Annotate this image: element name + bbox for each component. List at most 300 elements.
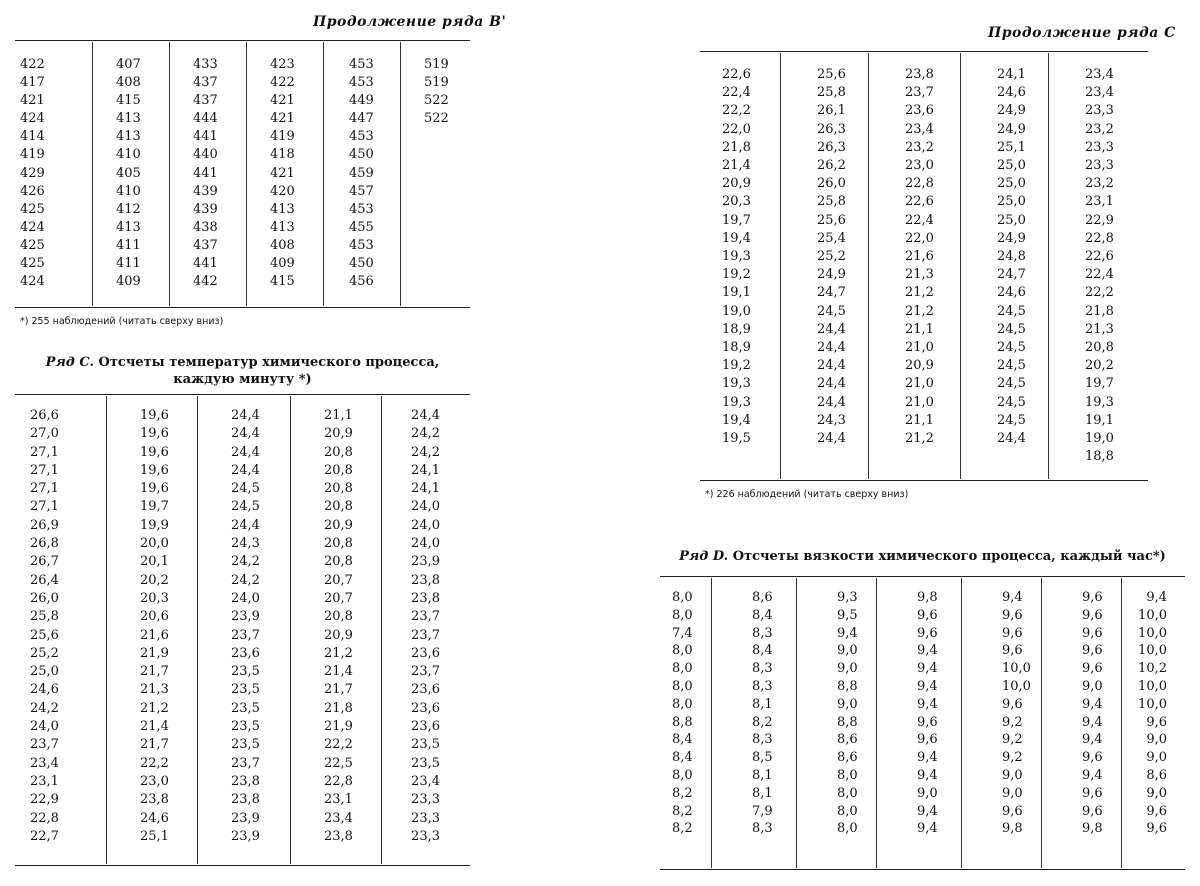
table-cell: 9,3 [837,590,858,605]
table-cell: 22,7 [30,828,59,844]
table-cell: 23,5 [231,719,260,735]
table-cell: 413 [270,219,295,235]
row-d-table [660,578,1185,868]
table-cell: 9,4 [1082,732,1103,748]
table-cell: 21,8 [324,700,353,716]
rowB-column-1 [15,42,92,306]
table-cell: 23,5 [231,682,260,698]
table-cell: 419 [20,147,45,163]
table-cell: 24,4 [817,431,846,447]
row-c2-bottom-rule [700,480,1148,481]
table-cell: 25,0 [997,176,1026,192]
rowB-column-2 [92,42,169,306]
table-cell: 23,8 [411,572,440,588]
rowC2-column-3 [868,53,960,479]
table-cell: 23,0 [905,158,934,174]
table-cell: 24,9 [997,121,1026,137]
table-cell: 24,5 [231,499,260,515]
table-cell: 22,4 [905,212,934,228]
table-cell: 24,1 [411,481,440,497]
table-cell: 9,6 [1082,785,1103,801]
table-cell: 424 [20,274,45,290]
table-cell: 21,4 [722,158,751,174]
rowB-column-5 [323,42,400,306]
table-cell: 447 [349,111,374,127]
rowC-column-3 [197,396,290,864]
table-cell: 522 [424,93,449,109]
table-cell: 25,6 [817,67,846,82]
table-cell: 25,2 [30,645,59,661]
table-cell: 8,2 [672,785,693,801]
table-cell: 21,3 [905,267,934,283]
table-cell: 24,4 [817,394,846,410]
table-cell: 23,2 [905,139,934,155]
rowC-column-4 [290,396,381,864]
table-cell: 413 [116,129,141,145]
table-cell: 24,6 [140,810,169,826]
table-cell: 8,6 [837,732,858,748]
table-cell: 24,5 [231,481,260,497]
table-cell: 24,9 [997,230,1026,246]
table-cell: 449 [349,93,374,109]
table-cell: 9,8 [1082,821,1103,837]
table-cell: 23,6 [411,700,440,716]
table-cell: 20,9 [324,627,353,643]
table-cell: 19,1 [1085,412,1114,428]
table-cell: 23,1 [1085,194,1114,210]
table-cell: 23,7 [30,737,59,753]
rowD-column-7 [1121,578,1185,868]
row-c-title-series: Ряд C. [45,355,95,370]
table-cell: 8,2 [672,803,693,819]
table-cell: 20,8 [324,536,353,552]
table-cell: 8,1 [752,785,773,801]
table-cell: 19,5 [722,431,751,447]
table-cell: 20,9 [324,517,353,533]
table-cell: 22,8 [1085,230,1114,246]
table-cell: 8,5 [752,750,773,766]
table-cell: 9,0 [1146,785,1167,801]
table-cell: 9,6 [1002,607,1023,623]
table-cell: 23,6 [231,645,260,661]
table-cell: 19,6 [140,481,169,497]
table-cell: 8,2 [672,821,693,837]
table-cell: 20,8 [324,462,353,478]
table-cell: 425 [20,237,45,253]
table-cell: 22,2 [324,737,353,753]
table-cell: 22,6 [722,67,751,82]
table-cell: 8,6 [752,590,773,605]
table-cell: 19,2 [722,267,751,283]
table-cell: 21,7 [324,682,353,698]
table-cell: 433 [193,57,218,72]
rowC-column-1 [15,396,106,864]
table-cell: 9,6 [1146,714,1167,730]
table-cell: 453 [349,129,374,145]
table-cell: 425 [20,201,45,217]
table-cell: 24,8 [997,249,1026,265]
table-cell: 25,8 [30,609,59,625]
row-c-top-rule [15,394,470,395]
table-cell: 8,0 [672,678,693,694]
table-cell: 24,5 [997,340,1026,356]
rowD-column-6 [1041,578,1121,868]
table-cell: 24,9 [997,103,1026,119]
table-cell: 24,4 [411,408,440,423]
table-cell: 9,4 [1082,767,1103,783]
table-cell: 437 [193,237,218,253]
table-cell: 21,0 [905,340,934,356]
table-cell: 8,0 [837,821,858,837]
table-cell: 25,1 [997,139,1026,155]
table-cell: 23,7 [905,85,934,101]
table-cell: 9,0 [837,661,858,677]
table-cell: 25,2 [817,249,846,265]
row-d-title [660,548,1185,565]
table-cell: 21,2 [905,303,934,319]
table-cell: 408 [116,75,141,91]
table-cell: 9,0 [1002,785,1023,801]
table-cell: 9,4 [917,803,938,819]
table-cell: 9,0 [837,643,858,659]
table-cell: 21,7 [140,664,169,680]
table-cell: 26,8 [30,536,59,552]
rowD-column-5 [961,578,1041,868]
table-cell: 9,6 [1002,625,1023,641]
table-cell: 24,5 [997,358,1026,374]
table-cell: 24,0 [411,517,440,533]
table-cell: 439 [193,201,218,217]
table-cell: 8,2 [752,714,773,730]
table-cell: 23,4 [905,121,934,137]
table-cell: 23,9 [231,810,260,826]
row-b-bottom-rule [15,307,470,308]
table-cell: 21,4 [324,664,353,680]
table-cell: 9,6 [1082,607,1103,623]
table-cell: 9,0 [1146,732,1167,748]
table-cell: 21,2 [905,285,934,301]
table-cell: 8,8 [672,714,693,730]
table-cell: 9,0 [1146,750,1167,766]
row-d-bottom-rule [660,869,1185,870]
table-cell: 8,0 [837,767,858,783]
row-d-title-text: Отсчеты вязкости химического процесса, каждый час*) [728,549,1166,564]
row-c-continuation-footnote: *) 226 наблюдений (читать сверху вниз) [705,489,909,500]
table-cell: 24,2 [30,700,59,716]
table-cell: 27,1 [30,462,59,478]
table-cell: 25,6 [817,212,846,228]
rowD-column-3 [796,578,876,868]
table-cell: 411 [116,237,141,253]
table-cell: 442 [193,274,218,290]
table-cell: 8,1 [752,767,773,783]
table-cell: 23,4 [1085,67,1114,82]
table-cell: 9,4 [917,661,938,677]
table-cell: 8,3 [752,625,773,641]
table-cell: 450 [349,256,374,272]
table-cell: 22,0 [722,121,751,137]
table-cell: 19,6 [140,426,169,442]
table-cell: 23,8 [140,792,169,808]
table-cell: 409 [116,274,141,290]
table-cell: 440 [193,147,218,163]
table-cell: 20,0 [140,536,169,552]
table-cell: 23,7 [231,627,260,643]
table-cell: 9,8 [1002,821,1023,837]
table-cell: 26,9 [30,517,59,533]
table-cell: 9,6 [1146,803,1167,819]
table-cell: 8,6 [1146,767,1167,783]
table-cell: 24,4 [231,517,260,533]
table-cell: 8,3 [752,732,773,748]
table-cell: 8,4 [672,732,693,748]
table-cell: 24,5 [817,303,846,319]
table-cell: 24,0 [30,719,59,735]
table-cell: 9,5 [837,607,858,623]
table-cell: 24,4 [231,426,260,442]
table-cell: 21,1 [324,408,353,423]
table-cell: 9,0 [917,785,938,801]
rowB-column-6 [400,42,470,306]
table-cell: 23,3 [1085,139,1114,155]
row-b-footnote: *) 255 наблюдений (читать сверху вниз) [20,316,224,327]
table-cell: 9,4 [1082,714,1103,730]
table-cell: 24,4 [231,408,260,423]
row-c2-top-rule [700,51,1148,52]
table-cell: 424 [20,111,45,127]
table-cell: 8,0 [837,803,858,819]
table-cell: 24,0 [231,590,260,606]
table-cell: 453 [349,57,374,72]
table-cell: 9,6 [1082,750,1103,766]
table-cell: 425 [20,256,45,272]
table-cell: 409 [270,256,295,272]
table-cell: 23,4 [30,755,59,771]
rowD-column-2 [711,578,796,868]
table-cell: 24,2 [411,444,440,460]
table-cell: 20,7 [324,572,353,588]
table-cell: 426 [20,183,45,199]
table-cell: 9,8 [917,590,938,605]
table-cell: 20,3 [140,590,169,606]
table-cell: 407 [116,57,141,72]
table-cell: 429 [20,165,45,181]
table-cell: 421 [270,111,295,127]
rowC-column-5 [381,396,470,864]
table-cell: 20,9 [324,426,353,442]
table-cell: 9,0 [1082,678,1103,694]
table-cell: 24,4 [817,376,846,392]
table-cell: 23,1 [30,773,59,789]
table-cell: 10,0 [1002,678,1031,694]
rowD-column-1 [660,578,711,868]
table-cell: 20,8 [324,609,353,625]
table-cell: 7,9 [752,803,773,819]
table-cell: 24,7 [817,285,846,301]
table-cell: 8,0 [672,661,693,677]
table-cell: 415 [270,274,295,290]
table-cell: 459 [349,165,374,181]
table-cell: 24,6 [997,285,1026,301]
table-cell: 23,4 [1085,85,1114,101]
table-cell: 27,0 [30,426,59,442]
table-cell: 10,0 [1138,696,1167,712]
table-cell: 19,7 [722,212,751,228]
table-cell: 23,7 [411,664,440,680]
table-cell: 453 [349,201,374,217]
table-cell: 9,6 [1082,803,1103,819]
row-c-title [15,354,470,388]
table-cell: 9,6 [1002,643,1023,659]
table-cell: 20,9 [722,176,751,192]
table-cell: 9,6 [1082,625,1103,641]
row-b-top-rule [15,40,470,41]
table-cell: 19,0 [1085,431,1114,447]
table-cell: 23,7 [231,755,260,771]
table-cell: 21,3 [1085,321,1114,337]
table-cell: 21,8 [1085,303,1114,319]
table-cell: 450 [349,147,374,163]
table-cell: 18,8 [1085,449,1114,465]
table-cell: 20,3 [722,194,751,210]
rowC2-column-1 [700,53,780,479]
table-cell: 23,8 [905,67,934,82]
table-cell: 23,6 [411,645,440,661]
table-cell: 21,6 [905,249,934,265]
table-cell: 21,2 [324,645,353,661]
table-cell: 25,8 [817,85,846,101]
table-cell: 8,0 [672,696,693,712]
table-cell: 410 [116,147,141,163]
table-cell: 20,8 [324,481,353,497]
table-cell: 20,8 [324,444,353,460]
table-cell: 9,6 [917,607,938,623]
table-cell: 24,6 [997,85,1026,101]
table-cell: 25,4 [817,230,846,246]
table-cell: 24,1 [997,67,1026,82]
row-c-continuation-table [700,53,1148,479]
rowC-column-2 [106,396,197,864]
table-cell: 19,6 [140,408,169,423]
table-cell: 24,4 [817,340,846,356]
table-cell: 9,0 [1002,767,1023,783]
table-cell: 23,2 [1085,121,1114,137]
table-cell: 24,4 [817,358,846,374]
table-cell: 20,7 [324,590,353,606]
table-cell: 19,2 [722,358,751,374]
table-cell: 423 [270,57,295,72]
table-cell: 22,2 [1085,285,1114,301]
table-cell: 24,5 [997,303,1026,319]
table-cell: 23,4 [411,773,440,789]
table-cell: 24,2 [411,426,440,442]
table-cell: 438 [193,219,218,235]
row-c-title-line2: каждую минуту *) [173,372,312,387]
table-cell: 9,4 [1146,590,1167,605]
table-cell: 23,5 [411,755,440,771]
table-cell: 9,2 [1002,714,1023,730]
table-cell: 24,7 [997,267,1026,283]
table-cell: 19,6 [140,444,169,460]
table-cell: 24,4 [231,444,260,460]
rowB-column-3 [169,42,246,306]
table-cell: 21,0 [905,394,934,410]
row-b-table [15,42,470,306]
table-cell: 27,1 [30,444,59,460]
table-cell: 21,0 [905,376,934,392]
table-cell: 24,4 [817,321,846,337]
table-cell: 20,2 [140,572,169,588]
table-cell: 24,2 [231,572,260,588]
row-b-continuation-header: Продолжение ряда B' [313,14,507,30]
table-cell: 457 [349,183,374,199]
table-cell: 21,1 [905,321,934,337]
table-cell: 421 [20,93,45,109]
table-cell: 23,3 [411,828,440,844]
table-cell: 9,2 [1002,750,1023,766]
row-c-table [15,396,470,864]
table-cell: 21,1 [905,412,934,428]
table-cell: 8,3 [752,678,773,694]
table-cell: 441 [193,165,218,181]
table-cell: 24,1 [411,462,440,478]
table-cell: 417 [20,75,45,91]
table-cell: 412 [116,201,141,217]
table-cell: 415 [116,93,141,109]
table-cell: 8,8 [837,714,858,730]
table-cell: 8,1 [752,696,773,712]
table-cell: 25,0 [997,212,1026,228]
table-cell: 9,4 [917,643,938,659]
table-cell: 24,4 [231,462,260,478]
table-cell: 453 [349,75,374,91]
table-cell: 9,0 [837,696,858,712]
table-cell: 19,3 [722,249,751,265]
table-cell: 23,3 [1085,158,1114,174]
table-cell: 21,2 [905,431,934,447]
table-cell: 23,4 [324,810,353,826]
table-cell: 19,7 [1085,376,1114,392]
rowB-column-4 [246,42,323,306]
table-cell: 7,4 [672,625,693,641]
rowD-column-4 [876,578,961,868]
table-cell: 421 [270,165,295,181]
table-cell: 23,6 [411,719,440,735]
table-cell: 519 [424,75,449,91]
table-cell: 26,3 [817,121,846,137]
rowC2-column-4 [960,53,1048,479]
table-cell: 23,2 [1085,176,1114,192]
table-cell: 22,9 [30,792,59,808]
table-cell: 9,6 [1082,590,1103,605]
table-cell: 9,4 [917,821,938,837]
table-cell: 24,5 [997,321,1026,337]
table-cell: 19,3 [722,376,751,392]
table-cell: 444 [193,111,218,127]
table-cell: 9,6 [1146,821,1167,837]
table-cell: 9,4 [917,678,938,694]
table-cell: 20,8 [324,499,353,515]
table-cell: 19,4 [722,230,751,246]
table-cell: 21,2 [140,700,169,716]
table-cell: 23,3 [411,792,440,808]
table-cell: 19,9 [140,517,169,533]
table-cell: 441 [193,129,218,145]
table-cell: 9,4 [837,625,858,641]
table-cell: 24,4 [997,431,1026,447]
table-cell: 26,6 [30,408,59,423]
table-cell: 19,0 [722,303,751,319]
